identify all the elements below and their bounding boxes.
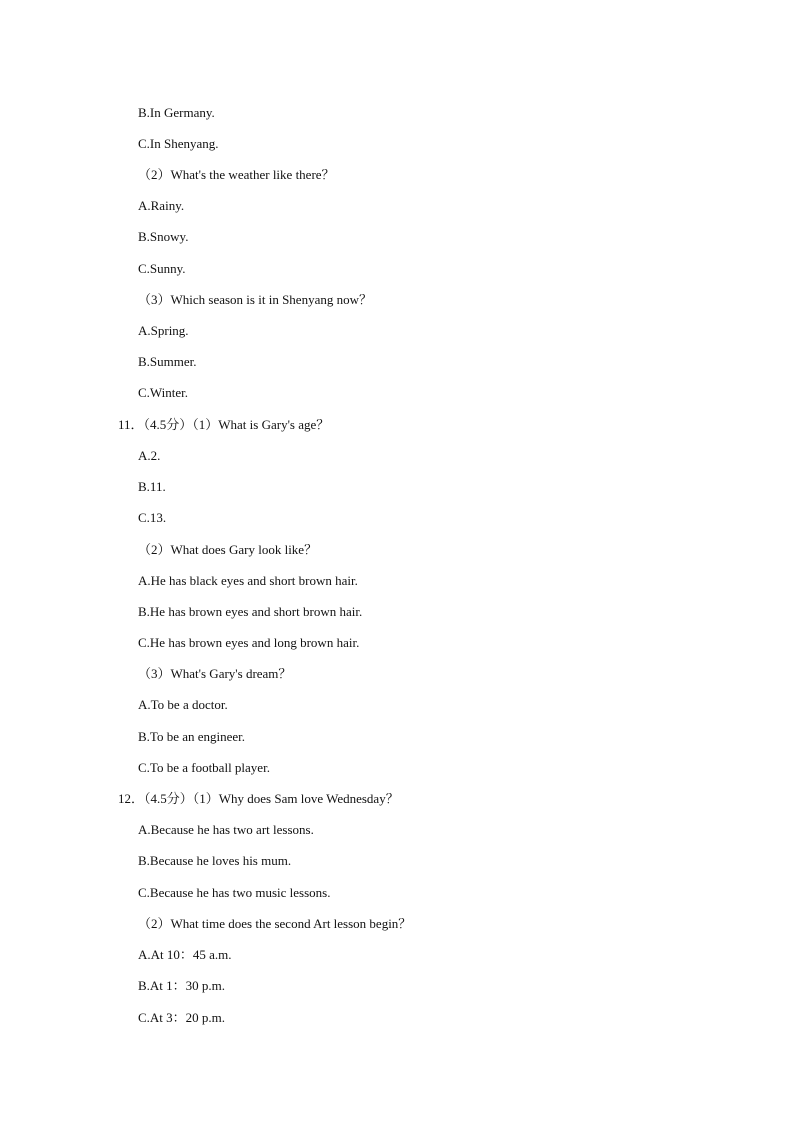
option-line: A.He has black eyes and short brown hair. <box>138 573 358 588</box>
option-line: C.13. <box>138 510 167 525</box>
option-line: B.Because he loves his mum. <box>138 853 292 868</box>
option-line: C.He has brown eyes and long brown hair. <box>138 635 360 650</box>
option-line: C.To be a football player. <box>138 760 270 775</box>
option-line: B.At 1：30 p.m. <box>138 978 226 993</box>
option-line: A.Rainy. <box>138 198 185 213</box>
option-line: A.Because he has two art lessons. <box>138 822 314 837</box>
subquestion-line: （3）What's Gary's dream？ <box>138 666 292 681</box>
option-line: B.11. <box>138 479 166 494</box>
option-line: B.He has brown eyes and short brown hair. <box>138 604 363 619</box>
subquestion-line: （3）Which season is it in Shenyang now？ <box>138 292 372 307</box>
question-line: 11．（4.5分）（1）What is Gary's age？ <box>118 417 330 432</box>
option-line: C.At 3：20 p.m. <box>138 1010 226 1025</box>
subquestion-line: （2）What time does the second Art lesson begin？ <box>138 916 412 931</box>
option-line: A.At 10：45 a.m. <box>138 947 232 962</box>
option-line: A.2. <box>138 448 161 463</box>
option-line: B.Snowy. <box>138 229 189 244</box>
question-line: 12．（4.5分）（1）Why does Sam love Wednesday？ <box>118 791 399 806</box>
option-line: C.Winter. <box>138 385 189 400</box>
option-line: C.Sunny. <box>138 261 186 276</box>
option-line: B.To be an engineer. <box>138 729 246 744</box>
option-line: B.Summer. <box>138 354 197 369</box>
option-line: A.Spring. <box>138 323 189 338</box>
option-line: B.In Germany. <box>138 105 215 120</box>
option-line: C.Because he has two music lessons. <box>138 885 331 900</box>
subquestion-line: （2）What does Gary look like？ <box>138 542 318 557</box>
option-line: C.In Shenyang. <box>138 136 219 151</box>
subquestion-line: （2）What's the weather like there？ <box>138 167 335 182</box>
option-line: A.To be a doctor. <box>138 697 228 712</box>
